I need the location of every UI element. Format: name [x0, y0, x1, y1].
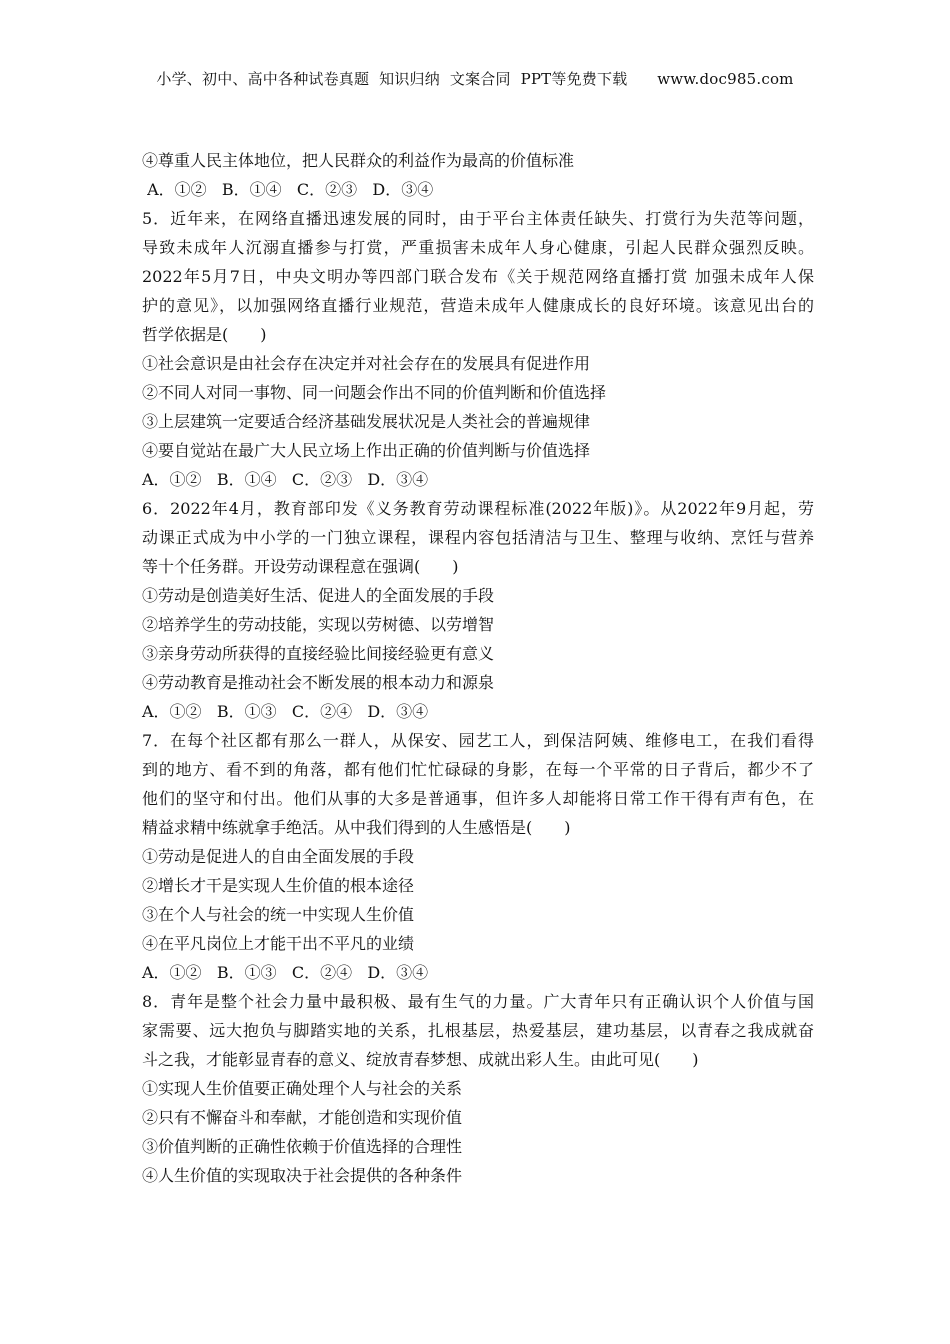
q7-option-4: ④在平凡岗位上才能干出不平凡的业绩 [142, 934, 415, 953]
q4-answer-choices: A．①② B．①④ C．②③ D．③④ [142, 180, 434, 199]
q6-option-3: ③亲身劳动所获得的直接经验比间接经验更有意义 [142, 644, 495, 663]
q5-stem-line-4: 护的意见》，以加强网络直播行业规范，营造未成年人健康成长的良好环境。该意见出台的 [142, 296, 814, 315]
page-header: 小学、初中、高中各种试卷真题 知识归纳 文案合同 PPT等免费下载 www.doc985.com [156, 70, 794, 88]
q5-option-1: ①社会意识是由社会存在决定并对社会存在的发展具有促进作用 [142, 354, 591, 373]
q8-stem-line-2: 家需要、远大抱负与脚踏实地的关系，扎根基层，热爱基层，建功基层，以青春之我成就奋 [142, 1021, 814, 1040]
q6-option-4: ④劳动教育是推动社会不断发展的根本动力和源泉 [142, 673, 495, 692]
q5-stem-line-3: 2022年5月7日，中央文明办等四部门联合发布《关于规范网络直播打赏 加强未成年人保 [142, 267, 814, 286]
q7-option-3: ③在个人与社会的统一中实现人生价值 [142, 905, 415, 924]
q5-stem-line-2: 导致未成年人沉溺直播参与打赏，严重损害未成年人身心健康，引起人民群众强烈反映。 [142, 238, 814, 257]
q4-option-4: ④尊重人民主体地位，把人民群众的利益作为最高的价值标准 [142, 151, 575, 170]
q7-option-2: ②增长才干是实现人生价值的根本途径 [142, 876, 415, 895]
q5-option-4: ④要自觉站在最广大人民立场上作出正确的价值判断与价值选择 [142, 441, 591, 460]
q8-option-4: ④人生价值的实现取决于社会提供的各种条件 [142, 1166, 463, 1185]
q7-stem-line-2: 到的地方、看不到的角落，都有他们忙忙碌碌的身影，在每一个平常的日子背后，都少不了 [142, 760, 814, 779]
q8-option-2: ②只有不懈奋斗和奉献，才能创造和实现价值 [142, 1108, 463, 1127]
q5-answer-choices: A．①② B．①④ C．②③ D．③④ [142, 470, 429, 489]
q5-stem-line-1: 5．近年来，在网络直播迅速发展的同时，由于平台主体责任缺失、打赏行为失范等问题， [142, 209, 814, 228]
q8-option-3: ③价值判断的正确性依赖于价值选择的合理性 [142, 1137, 463, 1156]
q5-option-3: ③上层建筑一定要适合经济基础发展状况是人类社会的普遍规律 [142, 412, 591, 431]
q8-option-1: ①实现人生价值要正确处理个人与社会的关系 [142, 1079, 463, 1098]
q6-stem-line-2: 动课正式成为中小学的一门独立课程，课程内容包括清洁与卫生、整理与收纳、烹饪与营养 [142, 528, 814, 547]
q7-stem-line-4: 精益求精中练就拿手绝活。从中我们得到的人生感悟是( ) [142, 818, 571, 837]
q5-option-2: ②不同人对同一事物、同一问题会作出不同的价值判断和价值选择 [142, 383, 607, 402]
q8-stem-line-3: 斗之我，才能彰显青春的意义、绽放青春梦想、成就出彩人生。由此可见( ) [142, 1050, 699, 1069]
q6-option-2: ②培养学生的劳动技能，实现以劳树德、以劳增智 [142, 615, 495, 634]
q7-answer-choices: A．①② B．①③ C．②④ D．③④ [142, 963, 429, 982]
q6-stem-line-3: 等十个任务群。开设劳动课程意在强调( ) [142, 557, 459, 576]
q7-option-1: ①劳动是促进人的自由全面发展的手段 [142, 847, 415, 866]
q6-option-1: ①劳动是创造美好生活、促进人的全面发展的手段 [142, 586, 495, 605]
q6-stem-line-1: 6．2022年4月，教育部印发《义务教育劳动课程标准(2022年版)》。从2022年9月起，劳 [142, 499, 814, 518]
q6-answer-choices: A．①② B．①③ C．②④ D．③④ [142, 702, 429, 721]
q5-stem-line-5: 哲学依据是( ) [142, 325, 267, 344]
document-body [142, 146, 814, 1190]
q7-stem-line-3: 他们的坚守和付出。他们从事的大多是普通事，但许多人却能将日常工作干得有声有色，在 [142, 789, 814, 808]
q7-stem-line-1: 7．在每个社区都有那么一群人，从保安、园艺工人，到保洁阿姨、维修电工，在我们看得 [142, 731, 814, 750]
q8-stem-line-1: 8．青年是整个社会力量中最积极、最有生气的力量。广大青年只有正确认识个人价值与国 [142, 992, 814, 1011]
